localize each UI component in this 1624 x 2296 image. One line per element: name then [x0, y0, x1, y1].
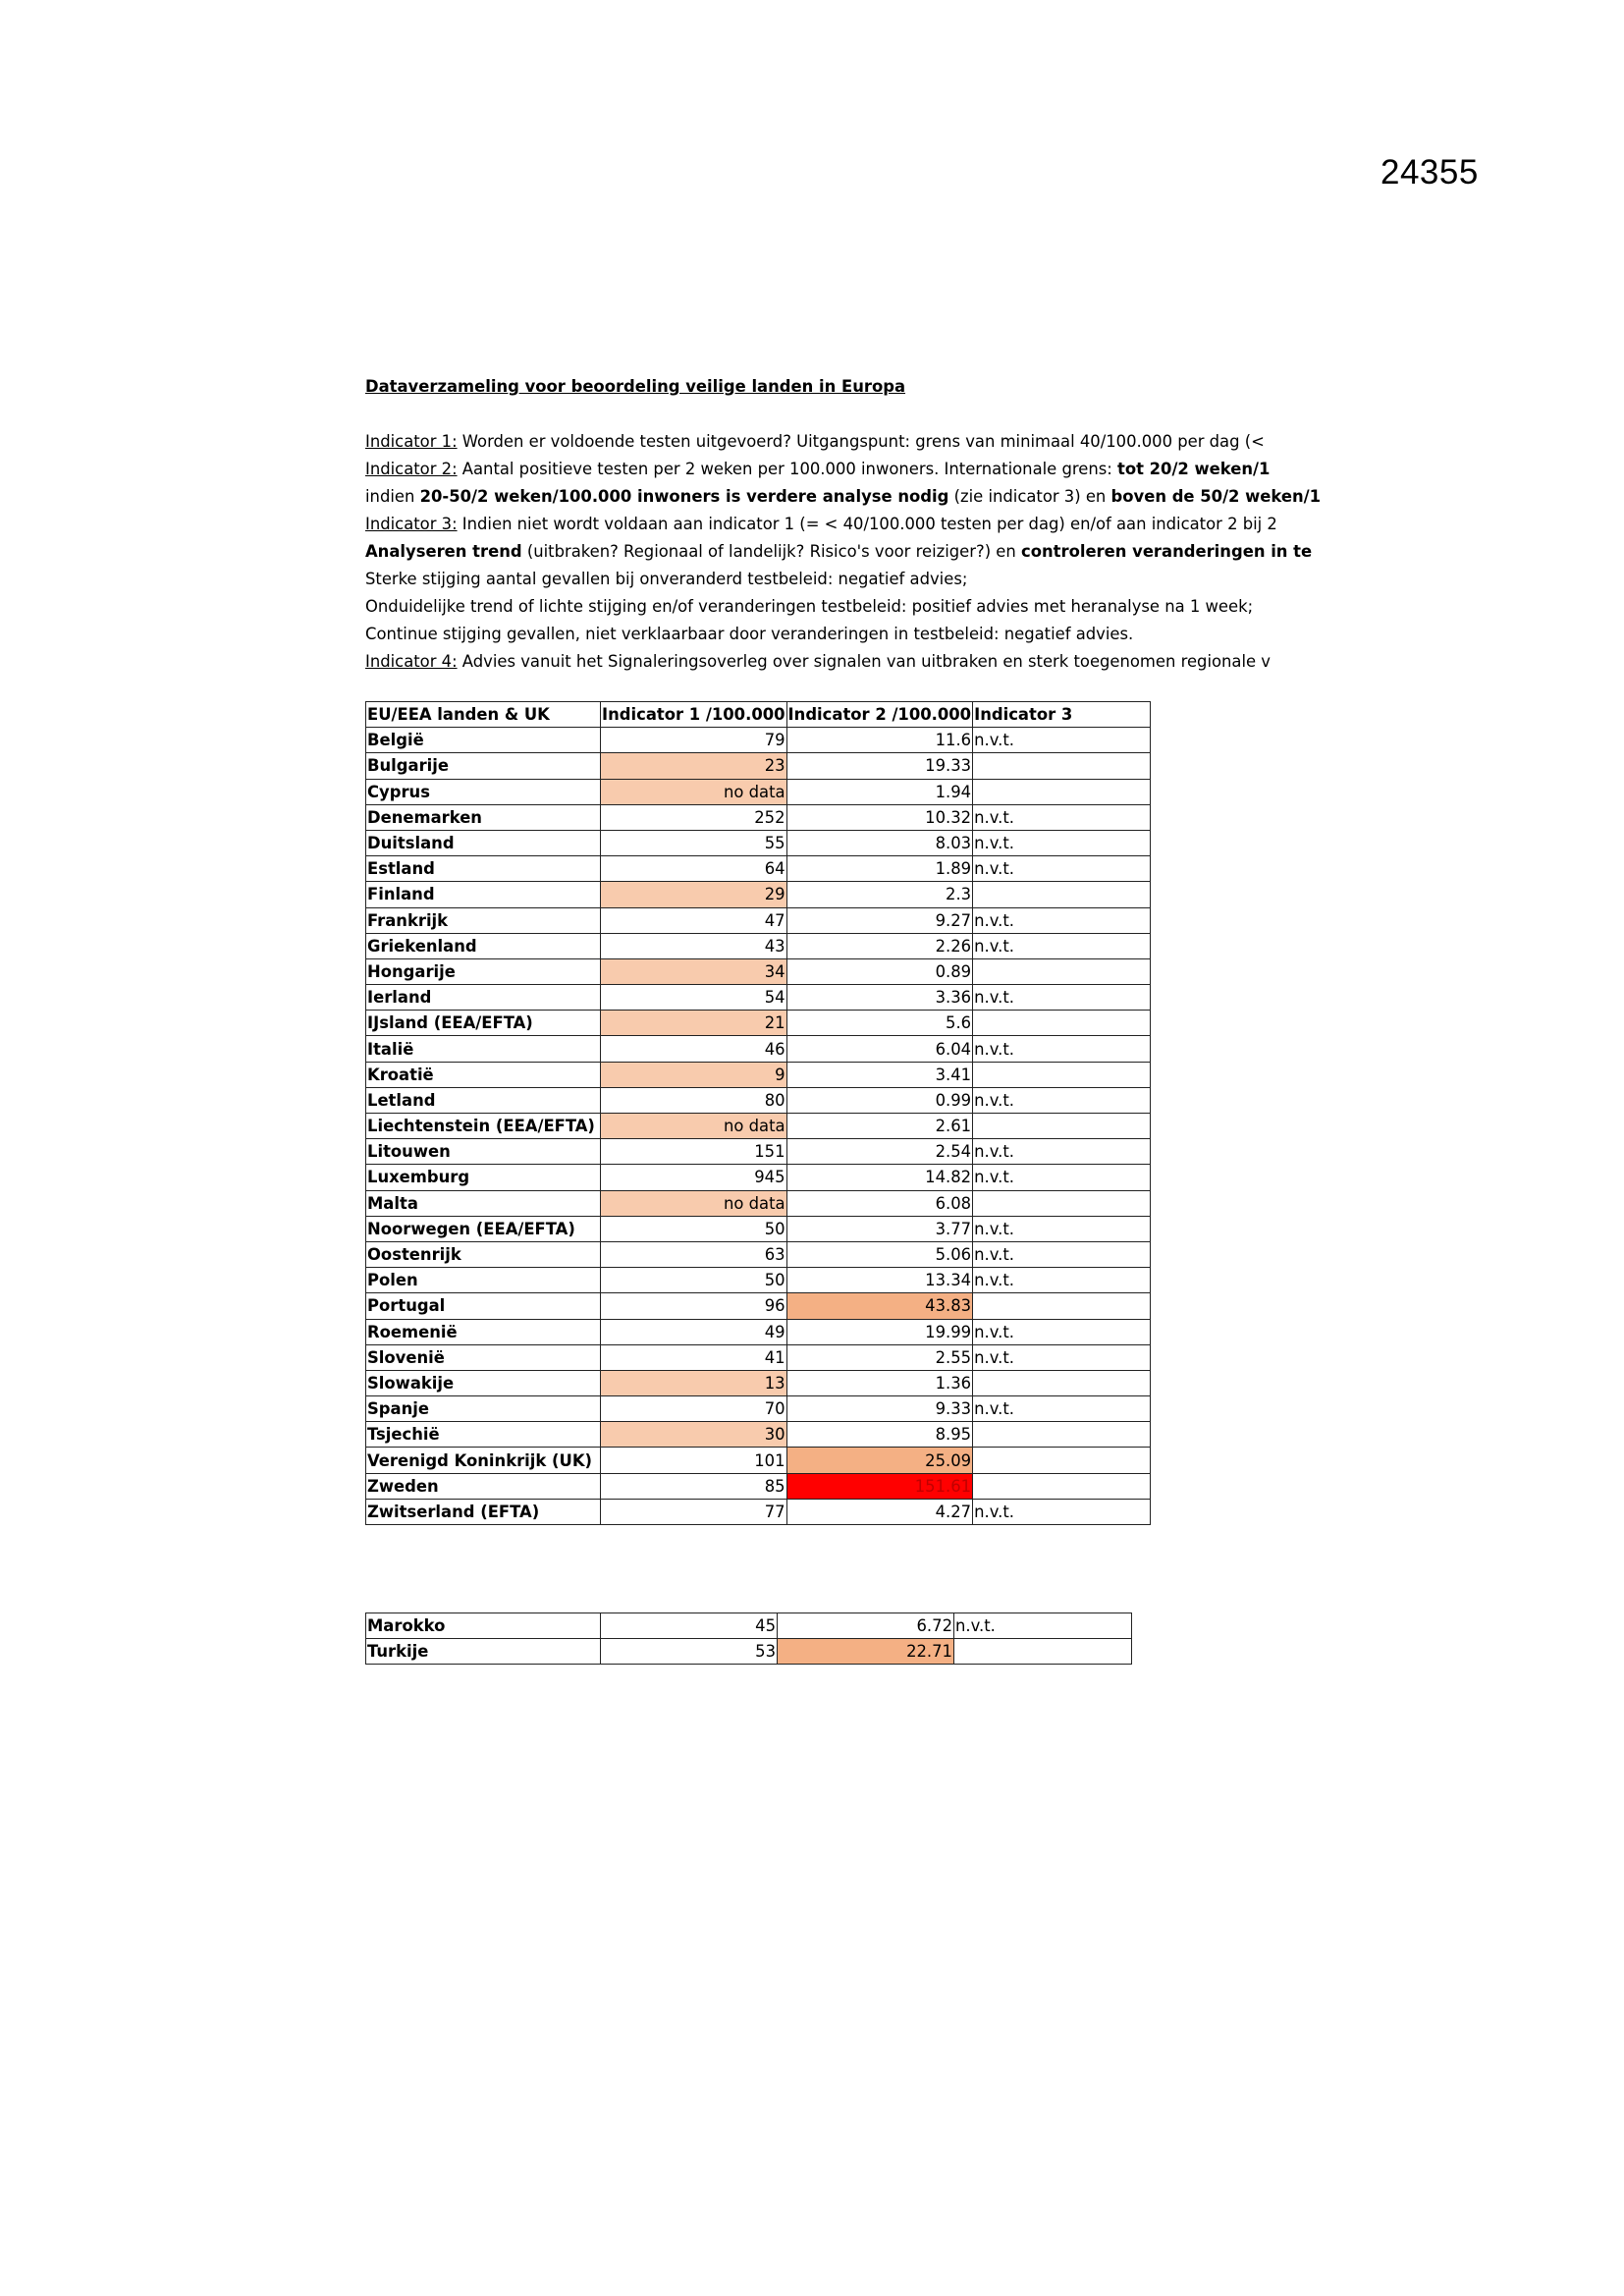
table-row	[366, 830, 1151, 855]
table-row	[366, 1114, 1151, 1139]
indicator-2-cell: 19.33	[786, 753, 973, 779]
indicator-2-cell: 10.32	[786, 804, 973, 830]
table-row	[366, 1139, 1151, 1165]
country-cell: Portugal	[366, 1293, 601, 1319]
country-cell: Litouwen	[366, 1139, 601, 1165]
indicator-2-cell: 3.41	[786, 1062, 973, 1087]
indicator-2-cell: 1.89	[786, 856, 973, 882]
indicator-2-cell: 8.95	[786, 1422, 973, 1448]
intro-text-segment: Onduidelijke trend of lichte stijging en/of veranderingen testbeleid: positief advies met heranalyse na 1 week;	[365, 597, 1254, 616]
indicator-1-cell: 151	[601, 1139, 787, 1165]
indicator-3-cell	[973, 753, 1151, 779]
country-cell: Tsjechië	[366, 1422, 601, 1448]
indicator-3-cell: n.v.t.	[973, 1036, 1151, 1062]
indicator-2-cell: 13.34	[786, 1268, 973, 1293]
indicator-2-cell: 14.82	[786, 1165, 973, 1190]
intro-line	[365, 566, 1288, 593]
intro-text-segment: (zie indicator 3) en	[948, 487, 1111, 506]
indicator-2-cell: 6.04	[786, 1036, 973, 1062]
table-row	[366, 907, 1151, 933]
indicator-2-cell: 4.27	[786, 1499, 973, 1524]
indicator-1-cell: 63	[601, 1241, 787, 1267]
intro-line	[365, 483, 1322, 511]
header-indicator-2: Indicator 2 /100.000	[786, 702, 973, 728]
indicator-3-cell	[973, 882, 1151, 907]
intro-text-segment: indien	[365, 487, 420, 506]
country-cell: Slovenië	[366, 1344, 601, 1370]
intro-text-segment: Indicator 1:	[365, 432, 458, 451]
indicator-2-cell: 2.54	[786, 1139, 973, 1165]
table-row	[366, 1036, 1151, 1062]
country-cell: Griekenland	[366, 933, 601, 958]
header-indicator-3: Indicator 3	[973, 702, 1151, 728]
indicator-1-cell: 96	[601, 1293, 787, 1319]
intro-text-segment: Indicator 2:	[365, 460, 458, 478]
indicator-1-cell: 43	[601, 933, 787, 958]
country-cell: Malta	[366, 1190, 601, 1216]
indicator-2-cell: 6.08	[786, 1190, 973, 1216]
table-row	[366, 1422, 1151, 1448]
indicator-3-cell: n.v.t.	[973, 1396, 1151, 1422]
country-cell: Kroatië	[366, 1062, 601, 1087]
indicator-1-cell: no data	[601, 1114, 787, 1139]
indicator-1-cell: no data	[601, 1190, 787, 1216]
indicator-3-cell: n.v.t.	[973, 1344, 1151, 1370]
indicator-1-cell: 64	[601, 856, 787, 882]
intro-line	[365, 538, 1313, 566]
indicator-1-cell: 70	[601, 1396, 787, 1422]
indicator-2-cell: 9.33	[786, 1396, 973, 1422]
table-row	[366, 1216, 1151, 1241]
indicator-2-cell: 19.99	[786, 1319, 973, 1344]
intro-text-segment: Continue stijging gevallen, niet verklaarbaar door veranderingen in testbeleid: negatief advies.	[365, 625, 1134, 643]
indicator-3-cell	[973, 779, 1151, 804]
indicator-3-cell	[973, 1114, 1151, 1139]
intro-text-segment: controleren veranderingen in te	[1021, 542, 1313, 561]
indicator-1-cell: 53	[601, 1639, 778, 1665]
table-row	[366, 1087, 1151, 1113]
indicator-1-cell: 21	[601, 1011, 787, 1036]
intro-text-segment: tot 20/2 weken/1	[1117, 460, 1271, 478]
intro-line	[365, 511, 1288, 538]
country-cell: Italië	[366, 1036, 601, 1062]
indicator-1-cell: no data	[601, 779, 787, 804]
indicator-2-cell: 2.26	[786, 933, 973, 958]
indicator-3-cell	[973, 1473, 1151, 1499]
table-row	[366, 1473, 1151, 1499]
table-row	[366, 1268, 1151, 1293]
indicator-3-cell	[973, 1448, 1151, 1473]
indicator-1-cell: 945	[601, 1165, 787, 1190]
indicator-3-cell: n.v.t.	[973, 1241, 1151, 1267]
country-cell: Duitsland	[366, 830, 601, 855]
table-row	[366, 882, 1151, 907]
country-cell: Verenigd Koninkrijk (UK)	[366, 1448, 601, 1473]
country-cell: Luxemburg	[366, 1165, 601, 1190]
document-title: Dataverzameling voor beoordeling veilige landen in Europa	[365, 377, 906, 396]
table-row	[366, 1499, 1151, 1524]
table-row	[366, 1613, 1132, 1639]
table-row	[366, 1396, 1151, 1422]
table-row	[366, 1062, 1151, 1087]
indicator-3-cell	[973, 958, 1151, 984]
indicator-2-cell: 25.09	[786, 1448, 973, 1473]
country-cell: Roemenië	[366, 1319, 601, 1344]
indicator-3-cell: n.v.t.	[973, 1499, 1151, 1524]
country-cell: Spanje	[366, 1396, 601, 1422]
indicator-1-cell: 45	[601, 1613, 778, 1639]
table-row	[366, 1344, 1151, 1370]
country-cell: Turkije	[366, 1639, 601, 1665]
country-cell: Cyprus	[366, 779, 601, 804]
indicator-1-cell: 101	[601, 1448, 787, 1473]
indicator-3-cell	[973, 1190, 1151, 1216]
indicator-3-cell	[973, 1370, 1151, 1395]
indicator-1-cell: 50	[601, 1216, 787, 1241]
country-cell: Zwitserland (EFTA)	[366, 1499, 601, 1524]
indicator-1-cell: 47	[601, 907, 787, 933]
indicator-3-cell: n.v.t.	[973, 728, 1151, 753]
header-country: EU/EEA landen & UK	[366, 702, 601, 728]
indicator-1-cell: 85	[601, 1473, 787, 1499]
table-row	[366, 856, 1151, 882]
indicator-2-cell: 1.94	[786, 779, 973, 804]
non-eu-country-table	[365, 1613, 1132, 1665]
indicator-2-cell: 2.61	[786, 1114, 973, 1139]
indicator-2-cell: 151.61	[786, 1473, 973, 1499]
intro-text-segment: Indicator 4:	[365, 652, 458, 671]
header-indicator-1: Indicator 1 /100.000	[601, 702, 787, 728]
indicator-1-cell: 23	[601, 753, 787, 779]
document-body	[365, 373, 1322, 676]
indicator-2-cell: 5.6	[786, 1011, 973, 1036]
indicator-2-cell: 0.89	[786, 958, 973, 984]
indicator-2-cell: 5.06	[786, 1241, 973, 1267]
indicator-1-cell: 54	[601, 985, 787, 1011]
country-cell: Estland	[366, 856, 601, 882]
table-row	[366, 728, 1151, 753]
intro-text-segment: Analyseren trend	[365, 542, 522, 561]
intro-text-segment: Indien niet wordt voldaan aan indicator 1 (= < 40/100.000 testen per dag) en/of aan indicator 2 bij 2	[457, 515, 1277, 533]
table-row	[366, 804, 1151, 830]
table-row	[366, 1011, 1151, 1036]
country-cell: Marokko	[366, 1613, 601, 1639]
indicator-3-cell: n.v.t.	[954, 1613, 1132, 1639]
indicator-1-cell: 50	[601, 1268, 787, 1293]
indicator-2-cell: 2.55	[786, 1344, 973, 1370]
intro-text-segment: Aantal positieve testen per 2 weken per 100.000 inwoners. Internationale grens:	[457, 460, 1117, 478]
indicator-3-cell: n.v.t.	[973, 830, 1151, 855]
country-cell: Zweden	[366, 1473, 601, 1499]
indicator-3-cell: n.v.t.	[973, 804, 1151, 830]
indicator-3-cell: n.v.t.	[973, 1319, 1151, 1344]
intro-text-segment: (uitbraken? Regionaal of landelijk? Risico's voor reiziger?) en	[521, 542, 1021, 561]
indicator-3-cell: n.v.t.	[973, 1139, 1151, 1165]
indicator-1-cell: 9	[601, 1062, 787, 1087]
country-indicator-table	[365, 701, 1151, 1525]
indicator-2-cell: 6.72	[778, 1613, 954, 1639]
country-cell: Bulgarije	[366, 753, 601, 779]
country-cell: Noorwegen (EEA/EFTA)	[366, 1216, 601, 1241]
country-cell: Polen	[366, 1268, 601, 1293]
country-cell: Finland	[366, 882, 601, 907]
country-cell: Denemarken	[366, 804, 601, 830]
country-cell: België	[366, 728, 601, 753]
indicator-3-cell	[954, 1639, 1132, 1665]
country-cell: Frankrijk	[366, 907, 601, 933]
indicator-3-cell: n.v.t.	[973, 1087, 1151, 1113]
indicator-2-cell: 11.6	[786, 728, 973, 753]
indicator-3-cell	[973, 1011, 1151, 1036]
indicator-2-cell: 2.3	[786, 882, 973, 907]
intro-line	[365, 648, 1288, 676]
indicator-1-cell: 49	[601, 1319, 787, 1344]
country-cell: Ierland	[366, 985, 601, 1011]
intro-text-segment: Worden er voldoende testen uitgevoerd? Uitgangspunt: grens van minimaal 40/100.000 per dag (<	[457, 432, 1265, 451]
table-row	[366, 1241, 1151, 1267]
table-row	[366, 1293, 1151, 1319]
indicator-1-cell: 80	[601, 1087, 787, 1113]
country-cell: Hongarije	[366, 958, 601, 984]
indicator-3-cell: n.v.t.	[973, 933, 1151, 958]
indicator-3-cell: n.v.t.	[973, 1165, 1151, 1190]
indicator-1-cell: 30	[601, 1422, 787, 1448]
indicator-3-cell: n.v.t.	[973, 907, 1151, 933]
indicator-2-cell: 1.36	[786, 1370, 973, 1395]
document-number: 24355	[1380, 153, 1479, 191]
country-cell: Oostenrijk	[366, 1241, 601, 1267]
intro-text-segment: Advies vanuit het Signaleringsoverleg over signalen van uitbraken en sterk toegenomen regionale v	[457, 652, 1272, 671]
table-row	[366, 1639, 1132, 1665]
intro-text-segment: boven de 50/2 weken/1	[1110, 487, 1322, 506]
indicator-1-cell: 252	[601, 804, 787, 830]
table-row	[366, 779, 1151, 804]
indicator-2-cell: 3.36	[786, 985, 973, 1011]
indicator-1-cell: 46	[601, 1036, 787, 1062]
indicator-1-cell: 29	[601, 882, 787, 907]
intro-line	[365, 593, 1288, 621]
table-row	[366, 933, 1151, 958]
indicator-2-cell: 9.27	[786, 907, 973, 933]
indicator-2-cell: 3.77	[786, 1216, 973, 1241]
indicator-3-cell	[973, 1293, 1151, 1319]
indicator-3-cell	[973, 1062, 1151, 1087]
country-cell: Slowakije	[366, 1370, 601, 1395]
table-row	[366, 1448, 1151, 1473]
table-row	[366, 1165, 1151, 1190]
indicator-2-cell: 43.83	[786, 1293, 973, 1319]
intro-line	[365, 621, 1288, 648]
indicator-3-cell: n.v.t.	[973, 1216, 1151, 1241]
intro-line	[365, 428, 1288, 456]
table-row	[366, 1190, 1151, 1216]
indicator-2-cell: 0.99	[786, 1087, 973, 1113]
indicator-3-cell: n.v.t.	[973, 985, 1151, 1011]
indicator-1-cell: 41	[601, 1344, 787, 1370]
intro-text-segment: Sterke stijging aantal gevallen bij onveranderd testbeleid: negatief advies;	[365, 570, 968, 588]
indicator-description	[365, 428, 1322, 676]
indicator-2-cell: 8.03	[786, 830, 973, 855]
table-row	[366, 958, 1151, 984]
intro-line	[365, 456, 1288, 483]
table-header-row	[366, 702, 1151, 728]
indicator-1-cell: 79	[601, 728, 787, 753]
indicator-1-cell: 34	[601, 958, 787, 984]
table-row	[366, 985, 1151, 1011]
indicator-1-cell: 55	[601, 830, 787, 855]
intro-text-segment: 20-50/2 weken/100.000 inwoners is verdere analyse nodig	[419, 487, 949, 506]
indicator-3-cell: n.v.t.	[973, 856, 1151, 882]
indicator-1-cell: 77	[601, 1499, 787, 1524]
indicator-3-cell: n.v.t.	[973, 1268, 1151, 1293]
table-row	[366, 1319, 1151, 1344]
intro-text-segment: Indicator 3:	[365, 515, 458, 533]
table-row	[366, 1370, 1151, 1395]
indicator-3-cell	[973, 1422, 1151, 1448]
country-cell: IJsland (EEA/EFTA)	[366, 1011, 601, 1036]
country-cell: Letland	[366, 1087, 601, 1113]
indicator-1-cell: 13	[601, 1370, 787, 1395]
indicator-2-cell: 22.71	[778, 1639, 954, 1665]
table-row	[366, 753, 1151, 779]
country-cell: Liechtenstein (EEA/EFTA)	[366, 1114, 601, 1139]
